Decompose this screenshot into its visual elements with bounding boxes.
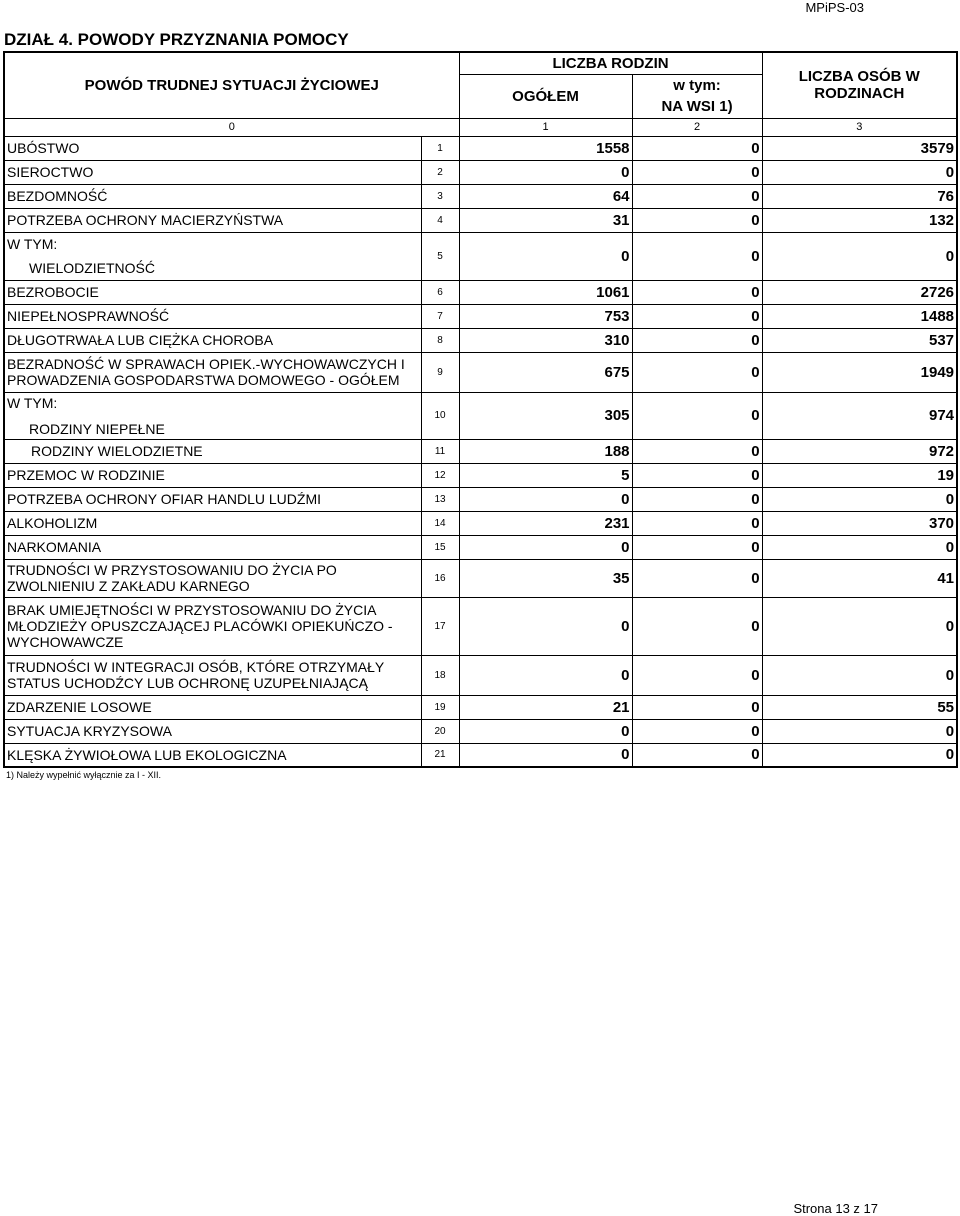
- page-number: Strona 13 z 17: [793, 1201, 878, 1216]
- row-number: 6: [421, 280, 459, 304]
- row-label: NIEPEŁNOSPRAWNOŚĆ: [4, 304, 421, 328]
- row-label: BEZDOMNOŚĆ: [4, 184, 421, 208]
- row-label-prefix: W TYM:: [7, 236, 58, 252]
- table-row: [4, 352, 957, 392]
- value-persons: 974: [762, 392, 957, 439]
- value-total: 31: [459, 208, 632, 232]
- reasons-table: [3, 51, 958, 768]
- row-label: ALKOHOLIZM: [4, 511, 421, 535]
- row-number: 1: [421, 136, 459, 160]
- row-number: 11: [421, 439, 459, 463]
- table-row: [4, 463, 957, 487]
- header-families: LICZBA RODZIN: [459, 52, 762, 74]
- value-persons: 537: [762, 328, 957, 352]
- row-number: 21: [421, 743, 459, 767]
- table-row: [4, 511, 957, 535]
- section-title: DZIAŁ 4. POWODY PRZYZNANIA POMOCY: [4, 30, 349, 49]
- row-label: SIEROCTWO: [4, 160, 421, 184]
- table-row: [4, 304, 957, 328]
- row-number: 4: [421, 208, 459, 232]
- footnote: 1) Należy wypełnić wyłącznie za I - XII.: [6, 770, 162, 780]
- value-total: 231: [459, 511, 632, 535]
- row-label: TRUDNOŚCI W INTEGRACJI OSÓB, KTÓRE OTRZYMAŁY STATUS UCHODŹCY LUB OCHRONĘ UZUPEŁNIAJĄCĄ: [4, 655, 421, 695]
- table-row: [4, 392, 957, 439]
- table-row: [4, 184, 957, 208]
- row-label: BEZRADNOŚĆ W SPRAWACH OPIEK.-WYCHOWAWCZYCH I PROWADZENIA GOSPODARSTWA DOMOWEGO - OGÓŁEM: [4, 352, 421, 392]
- table-row: [4, 743, 957, 767]
- table-row: [4, 695, 957, 719]
- row-number: 18: [421, 655, 459, 695]
- col-number: 3: [762, 118, 957, 136]
- value-total: 675: [459, 352, 632, 392]
- row-label: POTRZEBA OCHRONY MACIERZYŃSTWA: [4, 208, 421, 232]
- row-label: RODZINY WIELODZIETNE: [4, 439, 421, 463]
- header-total: OGÓŁEM: [459, 74, 632, 118]
- row-label: [4, 232, 421, 280]
- row-number: 10: [421, 392, 459, 439]
- value-persons: 19: [762, 463, 957, 487]
- header-including: w tym:: [632, 74, 762, 96]
- row-label: BEZROBOCIE: [4, 280, 421, 304]
- value-total: 0: [459, 655, 632, 695]
- row-number: 19: [421, 695, 459, 719]
- form-code: MPiPS-03: [805, 0, 864, 15]
- value-total: 188: [459, 439, 632, 463]
- table-row: [4, 535, 957, 559]
- value-total: 753: [459, 304, 632, 328]
- value-rural: 0: [632, 280, 762, 304]
- value-persons: 0: [762, 487, 957, 511]
- value-rural: 0: [632, 487, 762, 511]
- row-number: 9: [421, 352, 459, 392]
- value-total: 310: [459, 328, 632, 352]
- value-rural: 0: [632, 463, 762, 487]
- row-label: PRZEMOC W RODZINIE: [4, 463, 421, 487]
- value-total: 35: [459, 559, 632, 597]
- value-persons: 1949: [762, 352, 957, 392]
- value-persons: 0: [762, 597, 957, 655]
- value-total: 0: [459, 535, 632, 559]
- value-persons: 41: [762, 559, 957, 597]
- header-rural: NA WSI 1): [632, 96, 762, 118]
- value-rural: 0: [632, 535, 762, 559]
- row-number: 13: [421, 487, 459, 511]
- value-rural: 0: [632, 352, 762, 392]
- value-total: 0: [459, 487, 632, 511]
- row-number: 8: [421, 328, 459, 352]
- row-label: UBÓSTWO: [4, 136, 421, 160]
- value-rural: 0: [632, 743, 762, 767]
- value-persons: 2726: [762, 280, 957, 304]
- row-label-prefix: W TYM:: [7, 394, 58, 411]
- value-rural: 0: [632, 328, 762, 352]
- table-row: [4, 597, 957, 655]
- value-persons: 1488: [762, 304, 957, 328]
- table-row: [4, 280, 957, 304]
- value-persons: 0: [762, 743, 957, 767]
- row-number: 20: [421, 719, 459, 743]
- header-reason: POWÓD TRUDNEJ SYTUACJI ŻYCIOWEJ: [4, 52, 459, 118]
- value-persons: 0: [762, 719, 957, 743]
- row-label: TRUDNOŚCI W PRZYSTOSOWANIU DO ŻYCIA PO ZWOLNIENIU Z ZAKŁADU KARNEGO: [4, 559, 421, 597]
- row-label: SYTUACJA KRYZYSOWA: [4, 719, 421, 743]
- value-rural: 0: [632, 559, 762, 597]
- value-rural: 0: [632, 208, 762, 232]
- row-number: 16: [421, 559, 459, 597]
- value-rural: 0: [632, 719, 762, 743]
- value-persons: 3579: [762, 136, 957, 160]
- table-row: [4, 487, 957, 511]
- row-number: 7: [421, 304, 459, 328]
- row-sublabel: WIELODZIETNOŚĆ: [29, 260, 156, 276]
- value-rural: 0: [632, 304, 762, 328]
- row-number: 3: [421, 184, 459, 208]
- value-persons: 0: [762, 232, 957, 280]
- table-row: [4, 232, 957, 280]
- table-row: [4, 160, 957, 184]
- row-label: NARKOMANIA: [4, 535, 421, 559]
- table-row: [4, 208, 957, 232]
- col-number: 1: [459, 118, 632, 136]
- value-total: 5: [459, 463, 632, 487]
- value-rural: 0: [632, 136, 762, 160]
- value-total: 0: [459, 719, 632, 743]
- table-row: [4, 136, 957, 160]
- value-rural: 0: [632, 184, 762, 208]
- table-row: [4, 328, 957, 352]
- value-persons: 972: [762, 439, 957, 463]
- value-total: 64: [459, 184, 632, 208]
- value-persons: 0: [762, 535, 957, 559]
- table-row: [4, 559, 957, 597]
- row-number: 5: [421, 232, 459, 280]
- row-number: 17: [421, 597, 459, 655]
- row-number: 14: [421, 511, 459, 535]
- column-numbers-row: [4, 118, 957, 136]
- value-persons: 76: [762, 184, 957, 208]
- value-total: 305: [459, 392, 632, 439]
- row-number: 12: [421, 463, 459, 487]
- value-persons: 0: [762, 160, 957, 184]
- row-sublabel: RODZINY NIEPEŁNE: [29, 420, 165, 437]
- value-rural: 0: [632, 655, 762, 695]
- table-row: [4, 655, 957, 695]
- table-row: [4, 719, 957, 743]
- row-label: [4, 392, 421, 439]
- value-rural: 0: [632, 597, 762, 655]
- value-total: 1061: [459, 280, 632, 304]
- value-rural: 0: [632, 232, 762, 280]
- row-label: BRAK UMIEJĘTNOŚCI W PRZYSTOSOWANIU DO ŻYCIA MŁODZIEŻY OPUSZCZAJĄCEJ PLACÓWKI OPIEKUŃCZO - WYCHOWAWCZE: [4, 597, 421, 655]
- row-number: 15: [421, 535, 459, 559]
- col-number: 2: [632, 118, 762, 136]
- value-rural: 0: [632, 439, 762, 463]
- value-persons: 0: [762, 655, 957, 695]
- value-rural: 0: [632, 695, 762, 719]
- value-total: 21: [459, 695, 632, 719]
- value-total: 1558: [459, 136, 632, 160]
- row-label: ZDARZENIE LOSOWE: [4, 695, 421, 719]
- value-persons: 55: [762, 695, 957, 719]
- col-number: 0: [4, 118, 459, 136]
- table-row: [4, 439, 957, 463]
- row-label: POTRZEBA OCHRONY OFIAR HANDLU LUDŹMI: [4, 487, 421, 511]
- value-persons: 132: [762, 208, 957, 232]
- value-rural: 0: [632, 160, 762, 184]
- header-persons: LICZBA OSÓB W RODZINACH: [762, 52, 957, 118]
- row-number: 2: [421, 160, 459, 184]
- value-persons: 370: [762, 511, 957, 535]
- value-total: 0: [459, 597, 632, 655]
- row-label: DŁUGOTRWAŁA LUB CIĘŻKA CHOROBA: [4, 328, 421, 352]
- value-rural: 0: [632, 511, 762, 535]
- value-total: 0: [459, 743, 632, 767]
- value-rural: 0: [632, 392, 762, 439]
- value-total: 0: [459, 160, 632, 184]
- value-total: 0: [459, 232, 632, 280]
- row-label: KLĘSKA ŻYWIOŁOWA LUB EKOLOGICZNA: [4, 743, 421, 767]
